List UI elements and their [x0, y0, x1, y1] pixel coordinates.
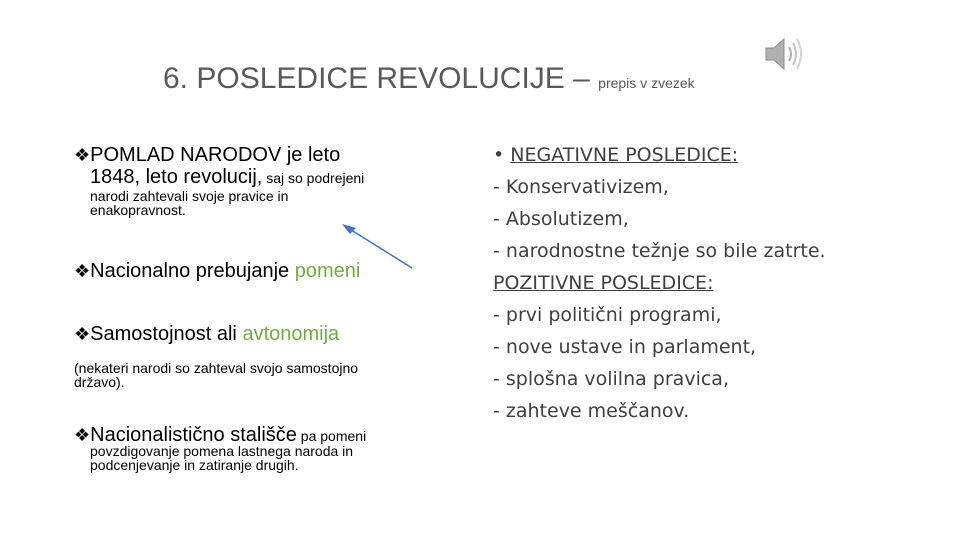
nacionalisticno-line-3: podcenjevanje in zatiranje drugih.: [90, 457, 299, 473]
diamond-bullet-icon: ❖: [74, 324, 91, 344]
nacionalisticno-term: Nacionalistično stališče: [90, 424, 297, 446]
diamond-bullet-icon: ❖: [74, 145, 91, 165]
bullet-samostojnost: [74, 323, 339, 346]
pomlad-line-3: narodi zahtevali svoje pravice in: [90, 188, 289, 204]
nacionalno-term: Nacionalno prebujanje: [90, 260, 290, 282]
nacionalisticno-line-2: povzdigovanje pomena lastnega naroda in: [90, 443, 354, 459]
negative-heading: NEGATIVNE POSLEDICE:: [510, 144, 739, 166]
speaker-icon[interactable]: [762, 34, 804, 74]
pomlad-year: 1848, leto revolucij,: [90, 166, 263, 188]
pomlad-text: je leto: [281, 144, 341, 166]
right-column: [493, 144, 893, 434]
positive-item: - nove ustave in parlament,: [493, 336, 757, 358]
title-subtitle: prepis v zvezek: [598, 75, 695, 91]
avtonomija-term: avtonomija: [236, 323, 340, 345]
positive-heading: POZITIVNE POSLEDICE:: [493, 272, 714, 294]
negative-item: - Absolutizem,: [493, 208, 629, 230]
bullet-nacionalno: [74, 260, 360, 283]
nacionalno-text: pomeni: [289, 260, 361, 282]
pomlad-term: POMLAD NARODOV: [90, 144, 282, 166]
negative-item: - Konservativizem,: [493, 176, 669, 198]
positive-item: - prvi politični programi,: [493, 304, 722, 326]
positive-item: - zahteve meščanov.: [493, 400, 690, 422]
negative-item: - narodnostne težnje so bile zatrte.: [493, 240, 826, 262]
diamond-bullet-icon: ❖: [74, 261, 91, 281]
bullet-dot-icon: •: [493, 144, 505, 166]
samostojnost-note-1: (nekateri narodi so zahteval svojo samostojno: [74, 360, 359, 376]
pomlad-reason: saj so podrejeni: [262, 170, 365, 186]
title-main: 6. POSLEDICE REVOLUCIJE –: [163, 62, 590, 95]
bullet-pomlad: [74, 144, 340, 167]
samostojnost-term: Samostojnost ali: [90, 323, 237, 345]
nacionalisticno-text: pa pomeni: [296, 428, 367, 444]
slide-title: [163, 62, 695, 96]
diamond-bullet-icon: ❖: [74, 425, 91, 445]
pomlad-line-2: [90, 166, 364, 189]
negative-heading-row: [493, 144, 738, 166]
pomlad-line-4: enakopravnost.: [90, 202, 186, 218]
samostojnost-note-2: državo).: [74, 374, 125, 390]
positive-item: - splošna volilna pravica,: [493, 368, 729, 390]
